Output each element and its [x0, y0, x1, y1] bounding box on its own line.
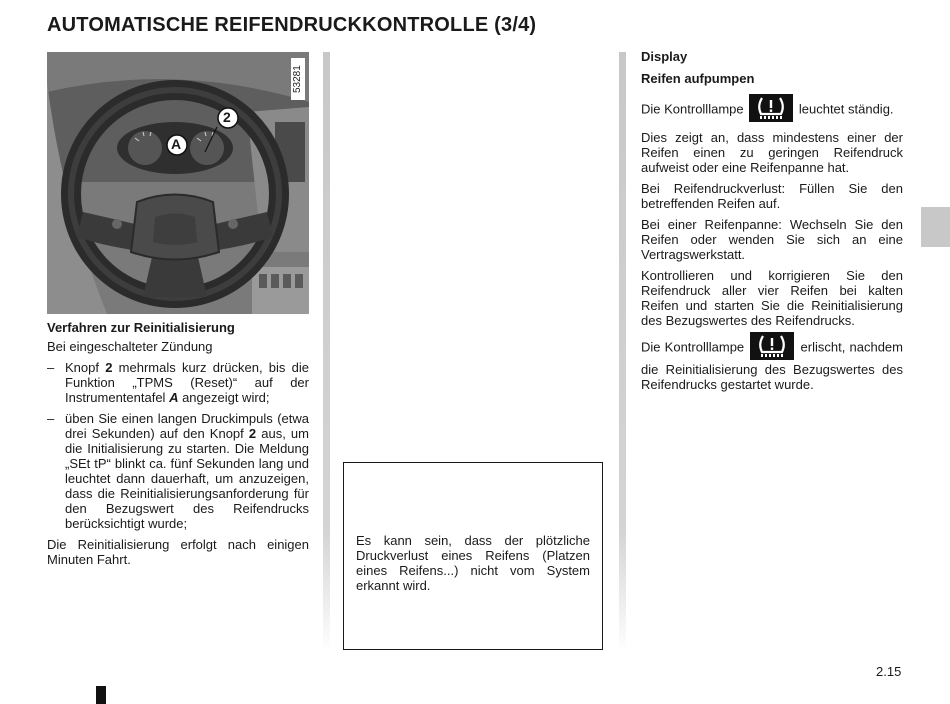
note-box: [343, 462, 603, 650]
reinit-intro: Bei eingeschalteter Zündung: [47, 339, 213, 354]
steering-wheel-drawing: [47, 52, 309, 314]
list-item: – Knopf 2 mehrmals kurz drücken, bis die Funktion „TPMS (Reset)“ auf der Instrumententafel A angezeigt wird;: [47, 360, 309, 405]
callout-2-label: 2: [223, 109, 231, 125]
page-number: 2.15: [876, 664, 902, 679]
button-2-ref: 2: [105, 360, 113, 375]
list-item: – üben Sie einen langen Druckimpuls (etwa drei Sekunden) auf den Knopf 2 aus, um die Initialisierung zu starten. Die Meldung „SEt tP“ blinkt ca. fünf Sekunden lang und leuchtet dann dauerhaft, um anzuzeigen, dass die Reinitialisierungsanforderung für den Bezugswert des Reifendrucks berücksichtigt wurde;: [47, 411, 309, 531]
inflate-heading: Reifen aufpumpen: [641, 71, 755, 86]
warning-meaning-text: Dies zeigt an, dass mindestens einer der Reifen einen zu geringen Reifendruck aufweist oder eine Reifenpanne hat.: [641, 130, 903, 175]
puncture-text: Bei einer Reifenpanne: Wechseln Sie den Reifen oder wenden Sie sich an eine Vertragswerkstatt.: [641, 217, 903, 262]
warning-lamp-on-text: Die Kontrolllampe leuchtet ständig.: [641, 96, 903, 124]
steering-wheel-illustration: [47, 52, 309, 314]
list-dash: –: [47, 360, 55, 375]
illustration-number: 53281: [291, 58, 305, 100]
column-separator: [323, 52, 330, 652]
chapter-tab: [921, 207, 950, 247]
tpms-warning-icon: [749, 94, 793, 122]
list-dash: –: [47, 411, 55, 426]
reinit-closing: Die Reinitialisierung erfolgt nach einigen Minuten Fahrt.: [47, 537, 309, 567]
callout-a-label: A: [171, 136, 182, 152]
pressure-loss-text: Bei Reifendruckverlust: Füllen Sie den betreffenden Reifen auf.: [641, 181, 903, 211]
tpms-warning-icon: [750, 332, 794, 360]
button-2-ref: 2: [248, 426, 257, 441]
crop-mark: [96, 686, 106, 704]
left-column: [47, 52, 309, 573]
panel-a-ref: A: [169, 390, 179, 405]
reinit-heading: Verfahren zur Reinitialisierung: [47, 320, 235, 335]
page-title: AUTOMATISCHE REIFENDRUCKKONTROLLE (3/4): [47, 14, 537, 36]
column-separator: [619, 52, 626, 652]
check-pressure-text: Kontrollieren und korrigieren Sie den Reifendruck aller vier Reifen bei kalten Reifen und starten Sie die Reinitialisierung des Bezugswertes des Reifendrucks.: [641, 268, 903, 328]
warning-lamp-off-text: Die Kontrolllampe erlischt, nachdem die Reinitialisierung des Bezugswertes des Reifendrucks gestartet wurde.: [641, 334, 903, 392]
display-heading: Display: [641, 49, 688, 64]
note-text: Es kann sein, dass der plötzliche Druckverlust eines Reifens (Platzen eines Reifens...) nicht vom System erkannt wird.: [356, 533, 590, 593]
right-column: [641, 49, 903, 398]
